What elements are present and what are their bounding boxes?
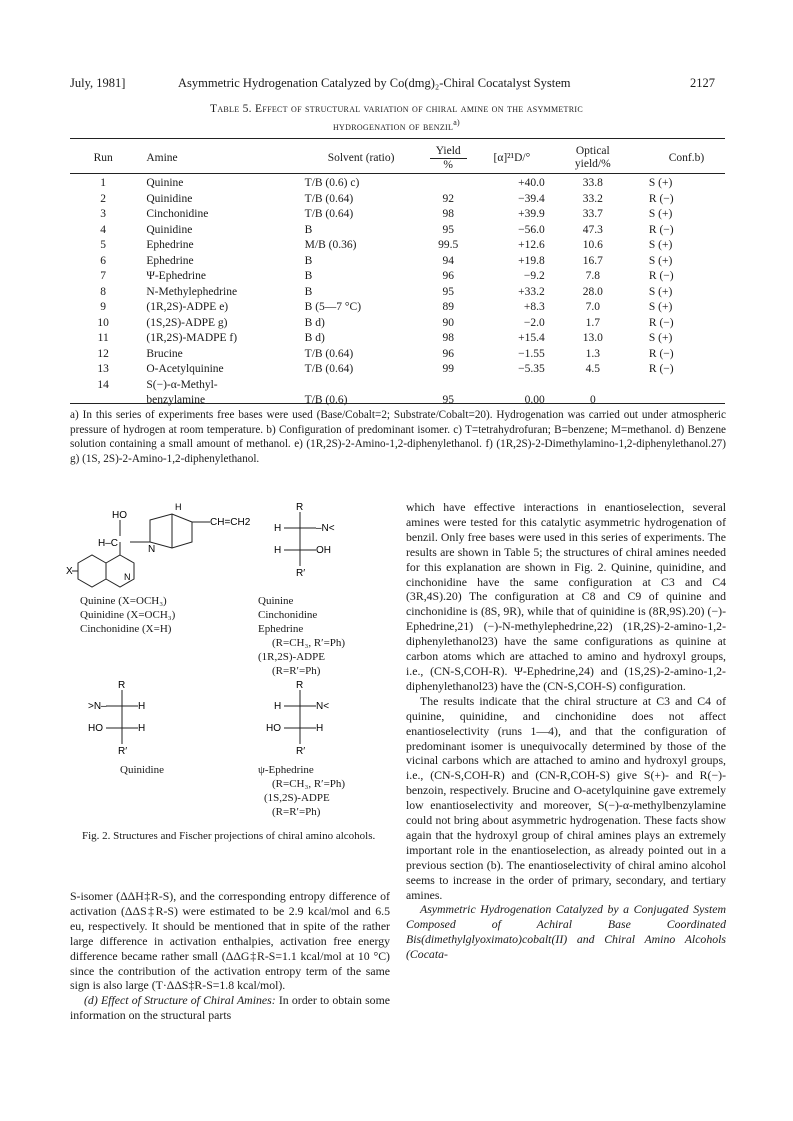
svg-text:H: H [138, 723, 146, 734]
svg-text:–N<: –N< [316, 523, 335, 534]
table-row-continuation [70, 393, 725, 409]
cell-solvent [291, 378, 419, 394]
cell-solvent: T/B (0.6) [304, 394, 348, 406]
body-left-column [70, 889, 390, 1023]
cell-conf: R (−) [648, 270, 674, 282]
table-row [70, 347, 725, 363]
cell-opt: 16.7 [582, 254, 603, 267]
cell-solvent: B d) [304, 316, 325, 329]
cell-rot [478, 378, 559, 394]
svg-text:X: X [66, 566, 73, 577]
svg-text:N: N [124, 572, 131, 582]
header-title: Asymmetric Hydrogenation Catalyzed by Co(dmg)₂-Chiral Cocatalyst System [178, 76, 571, 90]
cell-run: 12 [97, 347, 109, 360]
table-row [70, 192, 725, 208]
results-table [70, 140, 725, 409]
cell-rot: −9.2 [523, 270, 545, 282]
svg-text:R: R [118, 680, 126, 691]
table-caption-line1: Table 5. Effect of structural variation of chiral amine on the asymmetric [210, 103, 583, 115]
cell-amine: (1S,2S)-ADPE g) [146, 316, 228, 329]
cell-conf: S (+) [648, 239, 673, 251]
table-bottom-rule [70, 403, 725, 404]
table-row [70, 223, 725, 239]
cell-conf: S (+) [648, 301, 673, 313]
cell-rot: −2.0 [523, 316, 545, 329]
cell-rot: −56.0 [518, 223, 545, 236]
cell-amine: O-Acetylquinine [146, 363, 224, 375]
cell-run: 1 [100, 177, 107, 189]
labels-amino-alcohols-a: Quinine Cinchonidine Ephedrine (R=CH₃, R′=Ph) (1R,2S)-ADPE (R=R′=Ph) [258, 595, 346, 677]
cell-amine: Ψ-Ephedrine [146, 270, 206, 282]
fischer-projection-pseudoephedrine [266, 678, 350, 758]
cell-conf: S (+) [648, 177, 673, 189]
svg-text:CH=CH2: CH=CH2 [210, 517, 251, 528]
cell-amine: N-Methylephedrine [146, 285, 238, 298]
svg-text:H–C: H–C [98, 538, 119, 549]
col-header-conf: Conf.b) [668, 151, 705, 164]
cell-solvent: B [304, 285, 313, 298]
cell-yield: 98 [442, 332, 454, 344]
svg-text:H: H [175, 502, 182, 512]
cell-run: 10 [97, 316, 109, 329]
cell-yield: 95 [442, 223, 454, 236]
cell-opt [559, 378, 627, 394]
svg-text:H: H [316, 723, 324, 734]
cell-opt: 7.0 [585, 301, 600, 313]
cell-opt: 28.0 [582, 285, 603, 298]
cell-solvent: T/B (0.64) [304, 208, 354, 220]
table-row [70, 207, 725, 223]
cell-run: 14 [97, 378, 109, 391]
cell-amine: (1R,2S)-ADPE e) [146, 301, 229, 313]
cell-amine: Ephedrine [146, 239, 194, 251]
col-header-optical: Optical yield/% [574, 145, 611, 170]
cell-run: 2 [100, 192, 107, 205]
labels-cinchona: Quinine (X=OCH₃) Quinidine (X=OCH₃) Cinchonidine (X=H) [80, 595, 176, 635]
paragraph-amines: which have effective interactions in enantioselection, several amines were tested for this catalytic asymmetric hydrogenation of benzil. Only free bases were used in this series of experiments. The results are shown in Table 5; the structures of chiral amines needed for this explanation are shown in Fig. 2. Quinine, quinidine, and cinchonidine have the same configuration at C3 and C4 (3R,4S).20) The configuration at C8 and C9 of quinine and cinchonidine is (8S, 9R), while that of quinidine is (8R,9S).20) (−)-Ephedrine,21) (−)-N-methylephedrine,22) (1R,2S)-2-amino-1,2-diphenylethanol23) have the same configurations as quinine at carbon atoms which are attached to amino and hydroxyl groups, i.e., (CN-S,COH-R). Ψ-Ephedrine,24) and (1S,2S)-2-amino-1,2-diphenylethanol23) have the (CN-S,COH-S) configuration. [406, 500, 726, 693]
quinine-structure-diagram [66, 500, 251, 590]
paragraph-section-d: (d) Effect of Structure of Chiral Amines: In order to obtain some information on the structural parts [70, 993, 390, 1023]
cell-solvent: M/B (0.36) [304, 239, 357, 251]
table-caption-line2: hydrogenation of benzil$^{a)}$ [332, 118, 461, 133]
cell-conf: S (+) [648, 254, 673, 267]
svg-text:H: H [138, 701, 146, 712]
labels-amino-alcohols-b: ψ-Ephedrine (R=CH₃, R′=Ph) (1S,2S)-ADPE (R=R′=Ph) [258, 764, 346, 818]
cell-conf: R (−) [648, 223, 674, 236]
svg-text:H: H [274, 545, 282, 556]
cell-conf: S (+) [648, 208, 673, 220]
cell-conf: S (+) [648, 285, 673, 298]
table-row [70, 269, 725, 285]
cell-amine: Quinine [146, 177, 184, 189]
cell-rot: −1.55 [518, 347, 545, 360]
cell-solvent: T/B (0.64) [304, 192, 354, 205]
svg-text:H: H [274, 701, 282, 712]
cell-opt: 13.0 [582, 332, 603, 344]
cell-yield: 96 [442, 347, 454, 360]
cell-opt: 33.8 [582, 177, 603, 189]
cell-opt: 7.8 [585, 270, 600, 282]
svg-text:H: H [274, 523, 282, 534]
cell-solvent: T/B (0.64) [304, 347, 354, 360]
cell-conf [627, 378, 725, 394]
cell-yield [419, 176, 478, 192]
quinoline-ring-a [106, 555, 134, 587]
cell-amine: Quinidine [146, 223, 193, 236]
cell-rot: +39.9 [518, 208, 545, 220]
col-header-yield: Yield % [419, 140, 478, 176]
cell-run: 3 [100, 208, 107, 220]
cell-yield: 95 [442, 285, 454, 298]
cell-conf: R (−) [648, 192, 674, 205]
cell-solvent: B [304, 270, 313, 282]
cell-run: 13 [97, 363, 109, 375]
cell-run: 6 [100, 254, 107, 267]
quinuclidine-ring [150, 514, 192, 548]
cell-yield: 95 [442, 394, 454, 406]
cell-conf: R (−) [648, 363, 674, 375]
table-row [70, 300, 725, 316]
table-row [70, 285, 725, 301]
table-row [70, 316, 725, 332]
cell-run: 9 [100, 301, 107, 313]
cell-rot: +12.6 [518, 239, 545, 251]
table-header-rule [70, 173, 725, 174]
cell-run: 5 [100, 239, 107, 251]
cell-run: 7 [100, 270, 107, 282]
cell-yield: 98 [442, 208, 454, 220]
svg-text:R′: R′ [296, 568, 306, 579]
cell-rot: +33.2 [518, 285, 545, 298]
figure-caption: Fig. 2. Structures and Fischer projections of chiral amino alcohols. [82, 830, 376, 842]
cell-opt: 33.2 [582, 192, 603, 205]
fischer-projection-quinine [270, 500, 350, 580]
svg-text:R′: R′ [118, 746, 128, 757]
svg-text:N: N [148, 544, 156, 555]
cell-opt: 1.7 [585, 316, 600, 329]
cell-rot: −39.4 [518, 192, 545, 205]
cell-solvent: B d) [304, 332, 325, 344]
cell-solvent: T/B (0.6) c) [304, 177, 360, 189]
page-number: 2127 [690, 76, 715, 90]
svg-text:HO: HO [88, 723, 103, 734]
table-top-rule [70, 138, 725, 139]
cell-yield: 99 [442, 363, 454, 375]
svg-text:HO: HO [112, 510, 127, 521]
cell-solvent: B [304, 223, 313, 236]
table-row [70, 331, 725, 347]
cell-amine: S(−)-α-Methyl- [146, 378, 218, 391]
col-header-solvent: Solvent (ratio) [327, 151, 395, 164]
cell-conf: R (−) [648, 347, 674, 360]
cell-rot: −5.35 [518, 363, 545, 375]
cell-amine: Quinidine [146, 192, 193, 205]
cell-rot: +8.3 [523, 301, 545, 313]
svg-text:>N–: >N– [88, 701, 107, 712]
cell-run: 4 [100, 223, 107, 236]
header-date: July, 1981] [70, 76, 126, 90]
fischer-projection-quinidine [88, 678, 172, 758]
svg-text:HO: HO [266, 723, 281, 734]
table-row [70, 238, 725, 254]
svg-text:OH: OH [316, 545, 331, 556]
cell-amine-cont: benzylamine [146, 394, 206, 406]
cell-run: 11 [97, 332, 109, 344]
cell-opt: 4.5 [585, 363, 600, 375]
svg-text:R: R [296, 502, 304, 513]
cell-rot: 0.00 [524, 394, 545, 406]
cell-amine: Brucine [146, 347, 183, 360]
cell-amine: Ephedrine [146, 254, 194, 267]
cell-amine: Cinchonidine [146, 208, 209, 220]
cell-rot: +40.0 [518, 177, 545, 189]
table-footnote: a) In this series of experiments free bases were used (Base/Cobalt=2; Substrate/Cobalt=20). Hydrogenation was carried out under atmospheric pressure of hydrogen at room temperature. b) Configuration of predominant isomer. c) T=tetrahydrofuran; B=benzene; M=methanol. d) Benzene solution containing a small amount of methanol. e) (1R,2S)-2-Amino-1,2-diphenylethanol. f) (1R,2S)-2-Dimethylamino-1,2-diphenylethanol.27) g) (1S, 2S)-2-Amino-1,2-diphenylethanol. [70, 409, 726, 465]
cell-opt: 0 [589, 394, 596, 406]
cell-conf: S (+) [648, 332, 673, 344]
svg-text:R: R [296, 680, 304, 691]
body-right-column [406, 500, 726, 962]
col-header-run: Run [93, 151, 113, 164]
cell-yield: 99.5 [438, 239, 459, 251]
cell-yield: 96 [442, 270, 454, 282]
cell-solvent: T/B (0.64) [304, 363, 354, 375]
cell-opt: 33.7 [582, 208, 603, 220]
svg-text:N<: N< [316, 701, 330, 712]
cell-rot: +15.4 [518, 332, 545, 344]
cell-rot: +19.8 [518, 254, 545, 267]
cell-solvent: B (5—7 °C) [304, 301, 362, 313]
cell-amine: (1R,2S)-MADPE f) [146, 332, 238, 344]
cell-solvent: B [304, 254, 313, 267]
svg-text:R′: R′ [296, 746, 306, 757]
cell-run: 8 [100, 285, 107, 298]
quinoline-ring-b [78, 555, 106, 587]
table-row [70, 176, 725, 192]
cell-opt: 47.3 [582, 223, 603, 236]
paragraph-results: The results indicate that the chiral structure at C3 and C4 of quinine, quinidine, and cinchonidine does not affect enantioselectivity (runs 1—4), and that the configuration of predominant isomer is unequivocally determined by those of the vicinal carbons which are attached to amino and hydroxyl groups, i.e., (CN-S,COH-R) and (CN-R,COH-S) give S(+)- and R(−)-benzoin, respectively. Brucine and O-acetylquinine gave extremely low enantioselectivity and moreover, S(−)-α-methylbenzylamine could not bring about asymmetric hydrogenation. These facts show again that the hydroxyl group of chiral amines plays an extremely important role in the enantioselection, as already pointed out in a previous section (b). The enantioselectivity of chiral amino alcohol seems to increase in the order of primary, secondary, and tertiary amines. [406, 693, 726, 902]
cell-yield: 94 [442, 254, 454, 267]
cell-yield: 90 [442, 316, 454, 329]
cell-yield: 92 [442, 192, 454, 205]
table-row [70, 254, 725, 270]
cell-yield: 89 [442, 301, 454, 313]
col-header-rotation: [α]²¹D/° [493, 151, 531, 164]
label-quinidine: Quinidine [120, 764, 164, 776]
col-header-amine: Amine [146, 151, 178, 164]
table-row [70, 378, 725, 394]
paragraph-entropy: S-isomer (ΔΔH‡R-S), and the corresponding entropy difference of activation (ΔΔS‡R-S) were estimated to be 2.9 kcal/mol and 6.5 eu, respectively. It should be mentioned that in spite of the rather large difference in activation enthalpies, activation free energy difference became rather small (ΔΔG‡R-S=1.1 kcal/mol at 10 °C) since the contribution of the activation entropy term of the same sign is also large (T·ΔΔS‡R-S=1.8 kcal/mol). [70, 889, 390, 993]
cell-opt: 10.6 [582, 239, 603, 251]
cell-opt: 1.3 [585, 347, 600, 360]
cell-conf: R (−) [648, 316, 674, 329]
paragraph-conjugated: Asymmetric Hydrogenation Catalyzed by a Conjugated System Composed of Achiral Base Coordinated Bis(dimethylglyoximato)cobalt(II) and Chiral Amino Alcohols (Cocata- [406, 902, 726, 962]
table-row [70, 362, 725, 378]
cell-yield [419, 378, 478, 394]
